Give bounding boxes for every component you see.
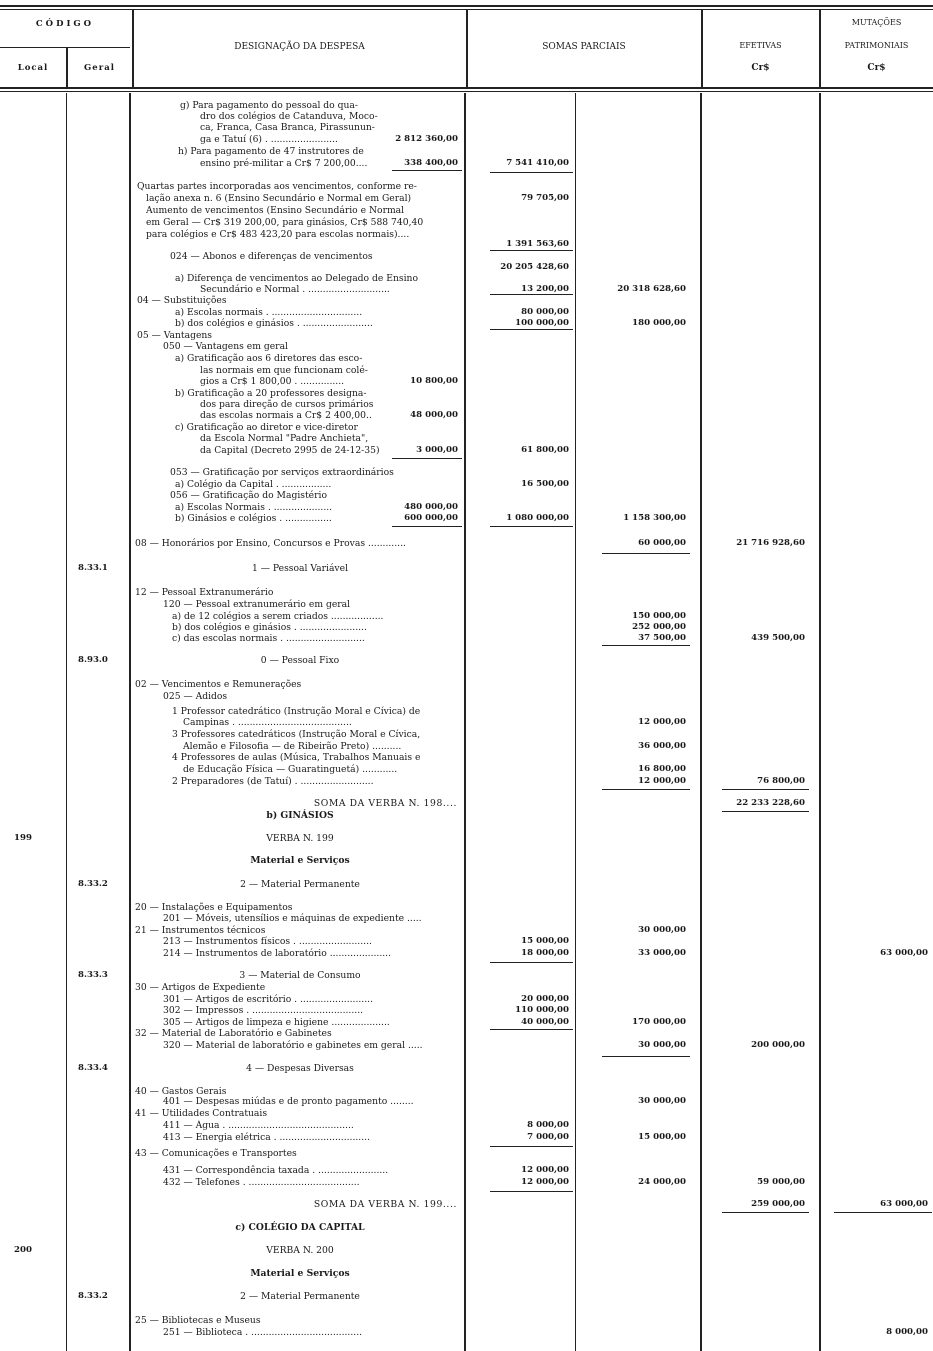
code-geral: 8.93.0 xyxy=(78,655,108,665)
expense-description: 43 — Comunicações e Transportes xyxy=(135,1148,297,1159)
amount-p2: 15 000,00 xyxy=(638,1132,686,1142)
expense-description: Secundário e Normal . ............................ xyxy=(200,284,390,295)
expense-description: 301 — Artigos de escritório . ......................... xyxy=(163,994,373,1005)
amount-inner: 338 400,00 xyxy=(404,158,458,168)
code-geral: 8.33.3 xyxy=(78,970,108,980)
sum-rule xyxy=(490,962,573,963)
expense-description: g) Para pagamento do pessoal do qua- xyxy=(180,100,359,111)
header-mutacoes: MUTAÇÕES xyxy=(851,18,902,27)
amount-p1: 7 541 410,00 xyxy=(506,158,569,168)
sum-rule xyxy=(490,172,573,173)
expense-description: 04 — Substituições xyxy=(137,295,227,306)
section-heading: SOMA DA VERBA N. 199.... xyxy=(313,1199,457,1210)
expense-description: 213 — Instrumentos físicos . ......................... xyxy=(163,936,372,947)
expense-description: 3 Professores catedráticos (Instrução Moral e Cívica, xyxy=(172,729,421,740)
section-heading: 2 — Material Permanente xyxy=(240,1291,360,1302)
amount-inner: 48 000,00 xyxy=(410,410,458,420)
amount-p2: 37 500,00 xyxy=(638,633,686,643)
expense-description: las normais em que funcionam colé- xyxy=(200,365,368,376)
amount-p1: 8 000,00 xyxy=(527,1120,569,1130)
sum-rule xyxy=(722,811,809,812)
amount-p1: 61 800,00 xyxy=(521,445,569,455)
expense-description: da Escola Normal "Padre Anchieta", xyxy=(200,433,369,444)
amount-inner: 3 000,00 xyxy=(416,445,458,455)
expense-description: b) dos colégios e ginásios . ........................ xyxy=(175,318,373,329)
amount-p2: 20 318 628,60 xyxy=(617,284,686,294)
expense-description: ensino pré-militar a Cr$ 7 200,00.... xyxy=(200,158,368,169)
expense-description: 4 Professores de aulas (Música, Trabalhos Manuais e xyxy=(172,752,421,763)
expense-description: h) Para pagamento de 47 instrutores de xyxy=(178,146,364,157)
amount-inner: 600 000,00 xyxy=(404,513,458,523)
section-heading: Material e Serviços xyxy=(250,855,350,866)
amount-ef: 21 716 928,60 xyxy=(736,538,805,548)
column-line-parcial-1 xyxy=(575,93,576,1351)
sum-rule xyxy=(490,250,573,251)
expense-description: 20 — Instalações e Equipamentos xyxy=(135,902,293,913)
amount-p1: 40 000,00 xyxy=(521,1017,569,1027)
amount-p1: 110 000,00 xyxy=(515,1005,569,1015)
amount-ef: 259 000,00 xyxy=(751,1199,805,1209)
expense-description: 21 — Instrumentos técnicos xyxy=(135,925,266,936)
expense-description: 320 — Material de laboratório e gabinetes em geral ..... xyxy=(163,1040,423,1051)
expense-description: Campinas . ....................................... xyxy=(183,717,352,728)
expense-description: 024 — Abonos e diferenças de vencimentos xyxy=(170,251,373,262)
amount-p2: 60 000,00 xyxy=(638,538,686,548)
column-line-geral xyxy=(129,93,131,1351)
amount-ef: 439 500,00 xyxy=(751,633,805,643)
sum-rule xyxy=(602,553,690,554)
header-efetivas-unit: Cr$ xyxy=(751,63,770,73)
expense-description: 12 — Pessoal Extranumerário xyxy=(135,587,274,598)
expense-description: dro dos colégios de Catanduva, Moco- xyxy=(200,111,378,122)
amount-p1: 20 000,00 xyxy=(521,994,569,1004)
sum-rule xyxy=(490,1029,573,1030)
sum-rule xyxy=(722,789,809,790)
amount-p1: 15 000,00 xyxy=(521,936,569,946)
expense-description: 32 — Material de Laboratório e Gabinetes xyxy=(135,1028,332,1039)
amount-p2: 12 000,00 xyxy=(638,776,686,786)
expense-description: de Educação Física — Guaratinguetá) ............ xyxy=(183,764,398,775)
expense-description: b) Gratificação a 20 professores designa- xyxy=(175,388,367,399)
expense-description: a) Escolas normais . ............................... xyxy=(175,307,363,318)
column-line-parcial-2 xyxy=(700,93,702,1351)
amount-p1: 16 500,00 xyxy=(521,479,569,489)
amount-mut: 8 000,00 xyxy=(886,1327,928,1337)
header-bottom-rule-2 xyxy=(0,91,933,92)
amount-p2: 30 000,00 xyxy=(638,1096,686,1106)
amount-p2: 36 000,00 xyxy=(638,741,686,751)
expense-description: da Capital (Decreto 2995 de 24-12-35) xyxy=(200,445,380,456)
section-heading: Material e Serviços xyxy=(250,1268,350,1279)
section-heading: 4 — Despesas Diversas xyxy=(246,1063,354,1074)
amount-p2: 30 000,00 xyxy=(638,1040,686,1050)
expense-description: a) Colégio da Capital . ................. xyxy=(175,479,332,490)
sum-rule xyxy=(602,789,690,790)
expense-description: 40 — Gastos Gerais xyxy=(135,1086,227,1097)
sum-rule xyxy=(490,526,573,527)
expense-description: c) Gratificação ao diretor e vice-diretor xyxy=(175,422,358,433)
expense-description: ca, Franca, Casa Branca, Pirassunun- xyxy=(200,122,375,133)
section-heading: SOMA DA VERBA N. 198.... xyxy=(313,798,457,809)
expense-description: 08 — Honorários por Ensino, Concursos e Provas ............. xyxy=(135,538,406,549)
amount-p2: 170 000,00 xyxy=(632,1017,686,1027)
expense-description: 025 — Adidos xyxy=(163,691,228,702)
amount-ef: 59 000,00 xyxy=(757,1177,805,1187)
expense-description: 050 — Vantagens em geral xyxy=(163,341,288,352)
expense-description: lação anexa n. 6 (Ensino Secundário e Normal em Geral) xyxy=(146,193,412,204)
header-local: Local xyxy=(17,63,49,73)
sum-rule xyxy=(490,329,573,330)
expense-description: 2 Preparadores (de Tatuí) . ......................... xyxy=(172,776,374,787)
amount-p2: 150 000,00 xyxy=(632,611,686,621)
expense-description: 02 — Vencimentos e Remunerações xyxy=(135,679,302,690)
expense-description: 251 — Biblioteca . ...................................... xyxy=(163,1327,363,1338)
amount-mut: 63 000,00 xyxy=(880,1199,928,1209)
section-heading: VERBA N. 200 xyxy=(266,1245,334,1256)
code-local: 200 xyxy=(14,1245,32,1255)
amount-p2: 180 000,00 xyxy=(632,318,686,328)
header-mutacoes-unit: Cr$ xyxy=(867,63,886,73)
section-heading: 2 — Material Permanente xyxy=(240,879,360,890)
expense-description: b) dos colégios e ginásios . ....................... xyxy=(172,622,367,633)
expense-description: 305 — Artigos de limpeza e higiene .................... xyxy=(163,1017,390,1028)
expense-description: 401 — Despesas miúdas e de pronto pagamento ........ xyxy=(163,1096,414,1107)
amount-inner: 2 812 360,00 xyxy=(395,134,458,144)
column-line-efetivas xyxy=(819,93,821,1351)
amount-p2: 30 000,00 xyxy=(638,925,686,935)
expense-description: 432 — Telefones . ...................................... xyxy=(163,1177,360,1188)
sum-rule xyxy=(392,458,462,459)
amount-ef: 76 800,00 xyxy=(757,776,805,786)
sum-rule xyxy=(602,1056,690,1057)
expense-description: Quartas partes incorporadas aos vencimentos, conforme re- xyxy=(137,181,417,192)
expense-description: 411 — Água . ........................................... xyxy=(163,1120,354,1131)
expense-description: em Geral — Cr$ 319 200,00, para ginásios, Cr$ 588 740,40 xyxy=(146,217,424,228)
expense-description: 05 — Vantagens xyxy=(137,330,213,341)
amount-p1: 7 000,00 xyxy=(527,1132,569,1142)
code-geral: 8.33.4 xyxy=(78,1063,108,1073)
header-designacao: DESIGNAÇÃO DA DESPESA xyxy=(234,42,365,52)
section-heading: 0 — Pessoal Fixo xyxy=(260,655,340,666)
section-heading: VERBA N. 199 xyxy=(266,833,334,844)
section-heading: b) GINÁSIOS xyxy=(266,810,334,821)
code-geral: 8.33.2 xyxy=(78,879,108,889)
expense-description: 413 — Energia elétrica . ............................... xyxy=(163,1132,370,1143)
amount-p1: 18 000,00 xyxy=(521,948,569,958)
sum-rule xyxy=(392,526,462,527)
expense-description: Alemão e Filosofia — de Ribeirão Preto) .......... xyxy=(183,741,402,752)
code-geral: 8.33.2 xyxy=(78,1291,108,1301)
sum-rule xyxy=(392,170,462,171)
header-efetivas: EFETIVAS xyxy=(739,41,782,50)
code-geral: 8.33.1 xyxy=(78,563,108,573)
amount-p1: 1 391 563,60 xyxy=(506,239,569,249)
expense-description: Aumento de vencimentos (Ensino Secundário e Normal xyxy=(146,205,405,216)
header-patrimoniais: PATRIMONIAIS xyxy=(844,41,909,50)
amount-inner: 480 000,00 xyxy=(404,502,458,512)
amount-p1: 13 200,00 xyxy=(521,284,569,294)
section-heading: 3 — Material de Consumo xyxy=(239,970,361,981)
amount-p1: 79 705,00 xyxy=(521,193,569,203)
section-heading: 1 — Pessoal Variável xyxy=(251,563,349,574)
expense-description: b) Ginásios e colégios . ................ xyxy=(175,513,332,524)
top-double-rule xyxy=(0,5,933,7)
expense-description: 41 — Utilidades Contratuais xyxy=(135,1108,268,1119)
sum-rule xyxy=(722,1212,809,1213)
expense-description: 1 Professor catedrático (Instrução Moral e Cívica) de xyxy=(172,706,421,717)
expense-description: a) Gratificação aos 6 diretores das esco- xyxy=(175,353,363,364)
amount-p2: 1 158 300,00 xyxy=(623,513,686,523)
expense-description: para colégios e Cr$ 483 423,20 para escolas normais).... xyxy=(146,229,410,240)
header-codigo: CÓDIGO xyxy=(35,19,95,29)
sum-rule xyxy=(490,1191,573,1192)
expense-description: dos para direção de cursos primários xyxy=(200,399,374,410)
expense-description: c) das escolas normais . ........................... xyxy=(172,633,365,644)
column-line-local xyxy=(66,93,67,1351)
amount-p1: 20 205 428,60 xyxy=(500,262,569,272)
expense-description: 431 — Correspondência taxada . ........................ xyxy=(163,1165,389,1176)
amount-p2: 24 000,00 xyxy=(638,1177,686,1187)
column-line-designacao xyxy=(464,93,466,1351)
sum-rule xyxy=(602,645,690,646)
expense-description: 25 — Bibliotecas e Museus xyxy=(135,1315,261,1326)
header-somas-parciais: SOMAS PARCIAIS xyxy=(542,42,626,52)
expense-description: ga e Tatuí (6) . ....................... xyxy=(200,134,338,145)
section-heading: c) COLÉGIO DA CAPITAL xyxy=(235,1222,365,1233)
expense-description: 120 — Pessoal extranumerário em geral xyxy=(163,599,351,610)
expense-description: 053 — Gratificação por serviços extraordinários xyxy=(170,467,394,478)
sum-rule xyxy=(834,1212,932,1213)
amount-p2: 12 000,00 xyxy=(638,717,686,727)
expense-description: das escolas normais a Cr$ 2 400,00.. xyxy=(200,410,372,421)
expense-description: 214 — Instrumentos de laboratório ..................... xyxy=(163,948,392,959)
expense-description: 056 — Gratificação do Magistério xyxy=(170,490,327,501)
expense-description: a) Diferença de vencimentos ao Delegado de Ensino xyxy=(175,273,418,284)
expense-description: a) Escolas Normais . .................... xyxy=(175,502,333,513)
sum-rule xyxy=(490,1146,573,1147)
amount-p1: 12 000,00 xyxy=(521,1177,569,1187)
amount-mut: 63 000,00 xyxy=(880,948,928,958)
expense-description: gios a Cr$ 1 800,00 . ............... xyxy=(200,376,345,387)
amount-inner: 10 800,00 xyxy=(410,376,458,386)
codigo-divider xyxy=(0,47,130,48)
header-geral: Geral xyxy=(84,63,115,73)
amount-p2: 252 000,00 xyxy=(632,622,686,632)
amount-p1: 100 000,00 xyxy=(515,318,569,328)
amount-p2: 16 800,00 xyxy=(638,764,686,774)
amount-p2: 33 000,00 xyxy=(638,948,686,958)
amount-ef: 22 233 228,60 xyxy=(736,798,805,808)
code-local: 199 xyxy=(14,833,32,843)
expense-description: a) de 12 colégios a serem criados .................. xyxy=(172,611,384,622)
expense-description: 302 — Impressos . ...................................... xyxy=(163,1005,364,1016)
amount-p1: 1 080 000,00 xyxy=(506,513,569,523)
amount-ef: 200 000,00 xyxy=(751,1040,805,1050)
sum-rule xyxy=(490,294,573,295)
expense-description: 201 — Móveis, utensílios e máquinas de expediente ..... xyxy=(163,913,422,924)
amount-p1: 80 000,00 xyxy=(521,307,569,317)
expense-description: 30 — Artigos de Expediente xyxy=(135,982,266,993)
amount-p1: 12 000,00 xyxy=(521,1165,569,1175)
